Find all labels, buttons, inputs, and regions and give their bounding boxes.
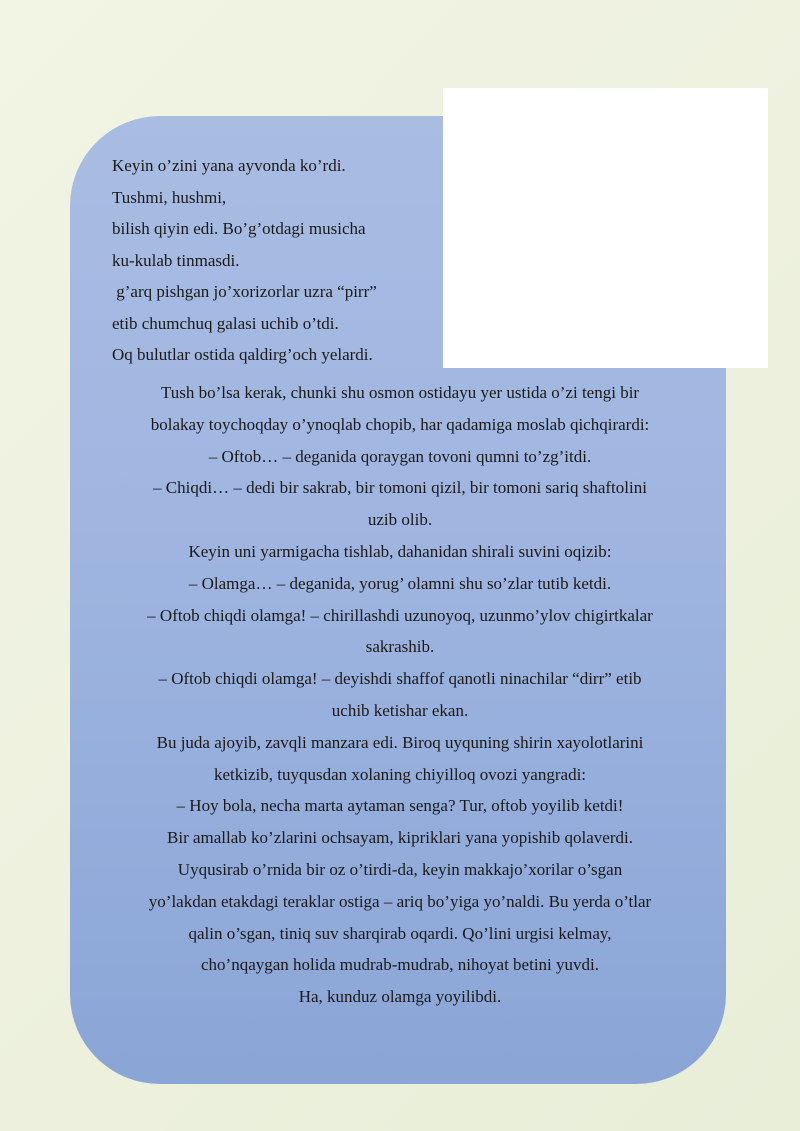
story-line: Ha, kunduz olamga yoyilibdi. [298, 987, 502, 1007]
story-body [100, 377, 700, 1013]
story-line: Oq bulutlar ostida qaldirg’och yelardi. [112, 345, 373, 364]
story-line: ketkizib, tuyqusdan xolaning chiyilloq ovozi yangradi: [213, 764, 587, 784]
story-line: g’arq pishgan jo’xorizorlar uzra “pirr” [112, 282, 377, 301]
story-line: Tushmi, hushmi, [112, 187, 227, 207]
story-line: Bir amallab ko’zlarini ochsayam, kipriklari yana yopishib qolaverdi. [167, 828, 633, 848]
image-placeholder [443, 88, 768, 368]
story-line: – Oftob chiqdi olamga! – deyishdi shaffof qanotli ninachilar “dirr” etib [158, 669, 642, 689]
story-line: uchib ketishar ekan. [331, 700, 469, 720]
story-line: – Oftob chiqdi olamga! – chirillashdi uzunoyoq, uzunmo’ylov chigirtkalar [147, 605, 653, 625]
story-line: bolakay toychoqday o’ynoqlab chopib, har qadamiga moslab qichqirardi: [150, 414, 650, 434]
story-line: uzib olib. [367, 510, 433, 530]
story-line: Uyqusirab o’rnida bir oz o’tirdi-da, keyin makkajo’xorilar o’sgan [177, 859, 623, 879]
story-line: bilish qiyin edi. Bo’g’otdagi musicha [112, 219, 366, 238]
story-line: Keyin uni yarmigacha tishlab, dahanidan shirali suvini oqizib: [188, 541, 612, 561]
story-line: ku-kulab tinmasdi. [112, 250, 240, 270]
story-line: – Oftob… – deganida qoraygan tovoni qumni to’zg’itdi. [208, 446, 592, 466]
story-line: etib chumchuq galasi uchib o’tdi. [112, 313, 339, 333]
story-line: cho’nqaygan holida mudrab-mudrab, nihoyat betini yuvdi. [201, 955, 599, 975]
story-intro [112, 150, 442, 371]
story-line: – Chiqdi… – dedi bir sakrab, bir tomoni qizil, bir tomoni sariq shaftolini [153, 478, 647, 498]
story-line: Bu juda ajoyib, zavqli manzara edi. Biroq uyquning shirin xayolotlarini [156, 732, 644, 752]
story-line: Keyin o’zini yana ayvonda ko’rdi. [112, 156, 346, 175]
story-line: Tush bo’lsa kerak, chunki shu osmon ostidayu yer ustida o’zi tengi bir [160, 383, 640, 402]
story-line: – Hoy bola, necha marta aytaman senga? Tur, oftob yoyilib ketdi! [176, 796, 624, 816]
story-line: qalin o’sgan, tiniq suv sharqirab oqardi. Qo’lini urgisi kelmay, [188, 923, 612, 943]
story-line: – Olamga… – deganida, yorug’ olamni shu so’zlar tutib ketdi. [188, 573, 612, 593]
story-line: yo’lakdan etakdagi teraklar ostiga – ariq bo’yiga yo’naldi. Bu yerda o’tlar [148, 891, 652, 911]
story-line: sakrashib. [365, 637, 435, 657]
